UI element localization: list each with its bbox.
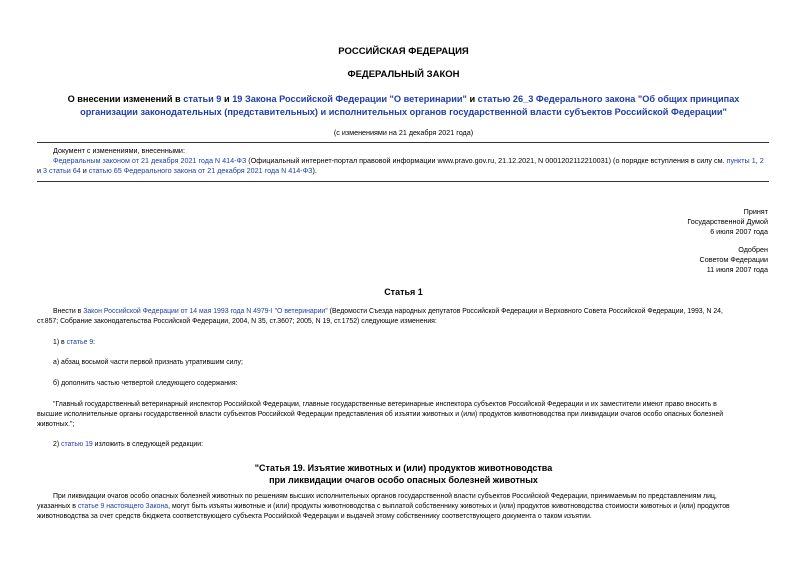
changes-text-1: (Официальный интернет-портал правовой информации www.pravo.gov.ru, 21.12.2021, N 0001202112210031) (о порядке вступления в силу см. (246, 156, 727, 165)
article-1-para-1 (53, 307, 769, 317)
title-text-1: О внесении изменений в (67, 94, 184, 104)
doc-type-heading: ФЕДЕРАЛЬНЫЙ ЗАКОН (347, 69, 460, 80)
item2-text-2: изложить в следующей редакции: (92, 441, 204, 448)
quote-para-line-2: высшие исполнительные органы государственной власти субъектов Российской Федерации представления об изъятии животных и (или) продуктов животноводства при ликвидации очагов особо опасных болезней (37, 411, 724, 418)
article-1-para-1-cont: ст.857; Собрание законодательства Российской Федерации, 2004, N 35, ст.3607; 2005, N 19, ст.1752) следующие изменения: (37, 318, 437, 325)
changes-text-3: и (37, 166, 44, 175)
para1-text-2: (Ведомости Съезда народных депутатов Российской Федерации и Верховного Совета Российской Федерации, 1993, N 24, (327, 308, 723, 315)
link-point-1[interactable]: пункты 1 (726, 156, 756, 165)
link-article-26-3[interactable]: статью 26_3 Федерального закона "Об общих принципах организации законодательных (представительных) и исполнительных органов государственной власти субъектов Российской Федерации" (80, 94, 740, 117)
quoted-article-title-line-2: при ликвидации очагов особо опасных болезней животных (269, 475, 538, 485)
link-law-4979[interactable]: Закон Российской Федерации от 14 мая 1993 года N 4979-I "О ветеринарии" (83, 308, 328, 315)
link-stat-19[interactable]: статью 19 (61, 441, 93, 448)
item1-text-2: : (93, 339, 96, 346)
quote-para-line-3: животных."; (37, 421, 75, 428)
link-veterinary-law[interactable]: 19 Закона Российской Федерации "О ветеринарии" (232, 94, 467, 104)
link-point-3-art-64[interactable]: 3 статьи 64 (43, 166, 81, 175)
adopted-date: 6 июля 2007 года (710, 227, 768, 236)
para1-text-1: Внести в (53, 308, 84, 315)
approved-date: 11 июля 2007 года (706, 265, 768, 274)
link-stat-9-this-law[interactable]: статье 9 настоящего Закона (77, 503, 169, 510)
title-text-3: и (466, 94, 478, 104)
adopted-body: Государственной Думой (687, 217, 768, 226)
quote-para-line-1: "Главный государственный ветеринарный инспектор Российской Федерации, главные государственные ветеринарные инспектора субъектов Российской Федерации и их заместители имеют право вносить в (53, 401, 717, 408)
adopted-label: Принят (743, 207, 768, 216)
link-law-414[interactable]: Федеральным законом от 21 декабря 2021 года N 414-ФЗ (53, 156, 247, 165)
quoted-para-line-2 (37, 502, 730, 512)
changes-text-2: , (755, 156, 760, 165)
link-point-2[interactable]: 2 (759, 156, 764, 165)
changes-heading: Документ с изменениями, внесенными: (53, 146, 185, 155)
changes-text-5: ). (312, 166, 317, 175)
changes-text-4: и (80, 166, 89, 175)
quoted-text-2: , могут быть изъяты животные и (или) продукты животноводства с выплатой собственнику животных и (или) продуктов животноводства стоимости животных и (или) продуктов (168, 503, 730, 510)
article-1-item-a: а) абзац восьмой части первой признать утратившим силу; (53, 359, 243, 366)
link-article-9[interactable]: статьи 9 (183, 94, 222, 104)
approved-block (700, 245, 768, 275)
amend-note: (с изменениями на 21 декабря 2021 года) (333, 128, 474, 137)
approved-body: Советом Федерации (699, 255, 768, 264)
item1-text-1: 1) в (53, 339, 67, 346)
law-title (40, 93, 767, 119)
adopted-block (687, 207, 768, 237)
quoted-article-title-line-1: "Статья 19. Изъятие животных и (или) продуктов животноводства (254, 463, 553, 473)
article-1-item-1 (53, 338, 95, 348)
title-text-2: и (221, 94, 233, 104)
approved-label: Одобрен (738, 245, 768, 254)
article-1-heading: Статья 1 (384, 287, 423, 297)
link-art-65[interactable]: статью 65 Федерального закона от 21 декабря 2021 года N 414-ФЗ (88, 166, 313, 175)
top-divider (37, 142, 769, 143)
bottom-divider (37, 181, 769, 182)
quoted-article-title (0, 462, 807, 486)
quoted-para-line-1: При ликвидации очагов особо опасных болезней животных по решениям высших исполнительных органов государственной власти субъектов Российской Федерации, принимаемым по представлениям лиц, (53, 493, 717, 500)
quoted-text-1: указанных в (37, 503, 78, 510)
quoted-para-line-3: животноводства за счет средств бюджета соответствующего субъекта Российской Федерации и выдачей этому собственнику соответствующего документа о таком изъятии. (37, 513, 592, 520)
article-1-item-2 (53, 440, 203, 450)
link-stat-9[interactable]: статье 9 (66, 339, 94, 346)
article-1-item-b: б) дополнить частью четвертой следующего содержания: (53, 380, 238, 387)
country-heading: РОССИЙСКАЯ ФЕДЕРАЦИЯ (338, 46, 469, 57)
item2-text-1: 2) (53, 441, 62, 448)
changes-body (37, 156, 769, 176)
